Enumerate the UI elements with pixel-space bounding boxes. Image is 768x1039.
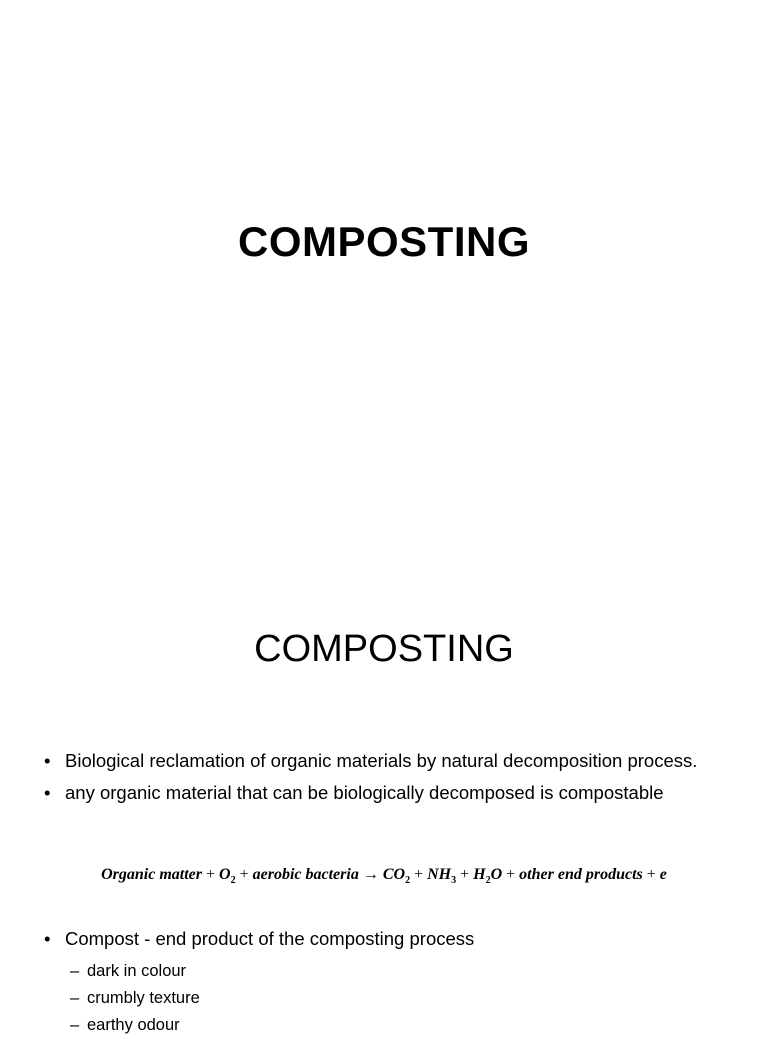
dash-icon: – [70, 989, 80, 1007]
equation-plus: + [460, 866, 470, 883]
sub-bullet-text: crumbly texture [87, 989, 200, 1007]
equation-plus: + [206, 866, 216, 883]
bullet-icon: • [44, 928, 51, 949]
equation-arrow: → [362, 866, 379, 883]
bullet-item [44, 780, 734, 806]
bullet-text: Biological reclamation of organic materials by natural decomposition process. [65, 750, 698, 771]
equation-plus: + [414, 866, 424, 883]
equation-plus: + [646, 866, 656, 883]
sub-bullet-item [44, 985, 734, 1012]
equation-oxygen: $O_2$ [219, 866, 236, 887]
bullet-item [44, 748, 734, 774]
equation-plus: + [239, 866, 249, 883]
equation-organic-matter: Organic matter [101, 866, 202, 883]
equation-ammonia: $NH_3$ [427, 866, 457, 887]
bullet-icon: • [44, 782, 51, 803]
equation-energy: e [659, 866, 667, 883]
composting-equation [0, 866, 768, 886]
bullet-text: any organic material that can be biologically decomposed is compostable [65, 782, 664, 803]
slide-2-title: COMPOSTING [254, 628, 514, 670]
sub-bullet-text: dark in colour [87, 962, 187, 980]
bullet-item [44, 926, 734, 952]
equation-carbon-dioxide: $CO_2$ [382, 866, 411, 887]
equation-aerobic-bacteria: aerobic bacteria [252, 866, 359, 883]
sub-bullet-item [44, 958, 734, 985]
dash-icon: – [70, 962, 80, 980]
equation-plus: + [506, 866, 516, 883]
bullet-icon: • [44, 750, 51, 771]
dash-icon: – [70, 1016, 80, 1034]
bullet-text: Compost - end product of the composting process [65, 928, 475, 949]
definition-bullets [44, 748, 734, 812]
equation-water: $H_2O$ [473, 866, 503, 887]
equation-other-end-products: other end products [519, 866, 643, 883]
compost-bullets [44, 926, 734, 1039]
slide-2 [0, 576, 768, 1034]
sub-bullet-item [44, 1012, 734, 1039]
sub-bullet-text: earthy odour [87, 1016, 180, 1034]
slide-1-title: COMPOSTING [237, 218, 530, 265]
